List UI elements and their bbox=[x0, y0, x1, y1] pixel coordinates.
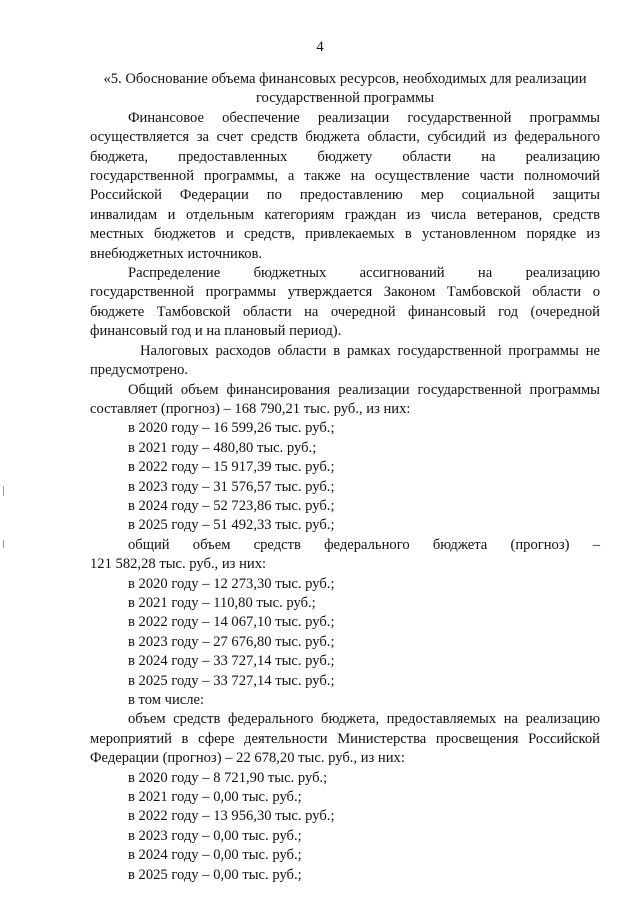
document-body bbox=[90, 70, 600, 885]
paragraph-3-line: предусмотрено. bbox=[90, 362, 189, 379]
page-number: 4 bbox=[316, 39, 324, 55]
paragraph-1-line: бюджета, предоставленных бюджету области на реализацию bbox=[90, 148, 600, 165]
paragraph-1-line: Финансовое обеспечение реализации государственной программы bbox=[128, 109, 600, 126]
total-year-item: в 2020 году – 16 599,26 тыс. руб.; bbox=[128, 420, 335, 437]
total-year-item: в 2022 году – 15 917,39 тыс. руб.; bbox=[128, 459, 335, 476]
paragraph-5-line: объем средств федерального бюджета, предоставляемых на реализацию bbox=[128, 711, 600, 728]
paragraph-1-line: Российской Федерации по предоставлению мер социальной защиты bbox=[90, 187, 600, 204]
paragraph-4-line: составляет (прогноз) – 168 790,21 тыс. руб., из них: bbox=[90, 400, 411, 417]
education-year-item: в 2025 году – 0,00 тыс. руб.; bbox=[128, 866, 302, 883]
federal-year-item: в 2023 году – 27 676,80 тыс. руб.; bbox=[128, 633, 335, 650]
total-year-item: в 2024 году – 52 723,86 тыс. руб.; bbox=[128, 497, 335, 514]
federal-year-item: в 2025 году – 33 727,14 тыс. руб.; bbox=[128, 672, 335, 689]
paragraph-1-line: инвалидам и отдельным категориям граждан из числа ветеранов, средств bbox=[90, 206, 600, 223]
education-year-item: в 2022 году – 13 956,30 тыс. руб.; bbox=[128, 808, 335, 825]
paragraph-1-line: местных бюджетов и средств, привлекаемых в установленном порядке из bbox=[90, 226, 600, 243]
paragraph-2-line: Распределение бюджетных ассигнований на реализацию bbox=[128, 265, 600, 282]
paragraph-5-line: Федерации (прогноз) – 22 678,20 тыс. руб., из них: bbox=[90, 750, 405, 767]
education-year-item: в 2020 году – 8 721,90 тыс. руб.; bbox=[128, 769, 328, 786]
education-year-item: в 2024 году – 0,00 тыс. руб.; bbox=[128, 847, 302, 864]
paragraph-1-line: внебюджетных источников. bbox=[90, 245, 263, 262]
section-title: «5. Обоснование объема финансовых ресурсов, необходимых для реализации государственной программы bbox=[103, 71, 587, 107]
paragraph-5-line: мероприятий в сфере деятельности Министерства просвещения Российской bbox=[90, 730, 600, 747]
education-year-item: в 2023 году – 0,00 тыс. руб.; bbox=[128, 827, 302, 844]
education-year-item: в 2021 году – 0,00 тыс. руб.; bbox=[128, 789, 302, 806]
scan-artifact bbox=[3, 540, 4, 548]
paragraph-2-line: бюджете Тамбовской области на очередной финансовый год (очередной bbox=[90, 303, 600, 320]
federal-year-item: в 2022 году – 14 067,10 тыс. руб.; bbox=[128, 614, 335, 631]
federal-year-item: в 2021 году – 110,80 тыс. руб.; bbox=[128, 594, 316, 611]
federal-total-line: общий объем средств федерального бюджета (прогноз) – bbox=[128, 536, 600, 553]
federal-year-item: в 2024 году – 33 727,14 тыс. руб.; bbox=[128, 653, 335, 670]
total-year-item: в 2023 году – 31 576,57 тыс. руб.; bbox=[128, 478, 335, 495]
federal-total-line: 121 582,28 тыс. руб., из них: bbox=[90, 556, 267, 573]
paragraph-2-line: финансовый год и на плановый период). bbox=[90, 323, 342, 340]
federal-year-item: в 2020 году – 12 273,30 тыс. руб.; bbox=[128, 575, 335, 592]
including-label: в том числе: bbox=[128, 692, 205, 708]
scan-artifact bbox=[3, 486, 4, 496]
total-year-item: в 2021 году – 480,80 тыс. руб.; bbox=[128, 439, 317, 456]
total-year-item: в 2025 году – 51 492,33 тыс. руб.; bbox=[128, 517, 335, 534]
paragraph-1-line: государственной программы, а также на осуществление части полномочий bbox=[90, 168, 600, 185]
paragraph-4-line: Общий объем финансирования реализации государственной программы bbox=[128, 381, 600, 398]
paragraph-3-line: Налоговых расходов области в рамках государственной программы не bbox=[140, 342, 600, 359]
paragraph-2-line: государственной программы утверждается Законом Тамбовской области о bbox=[90, 284, 600, 301]
paragraph-1-line: осуществляется за счет средств бюджета области, субсидий из федерального bbox=[90, 129, 600, 146]
